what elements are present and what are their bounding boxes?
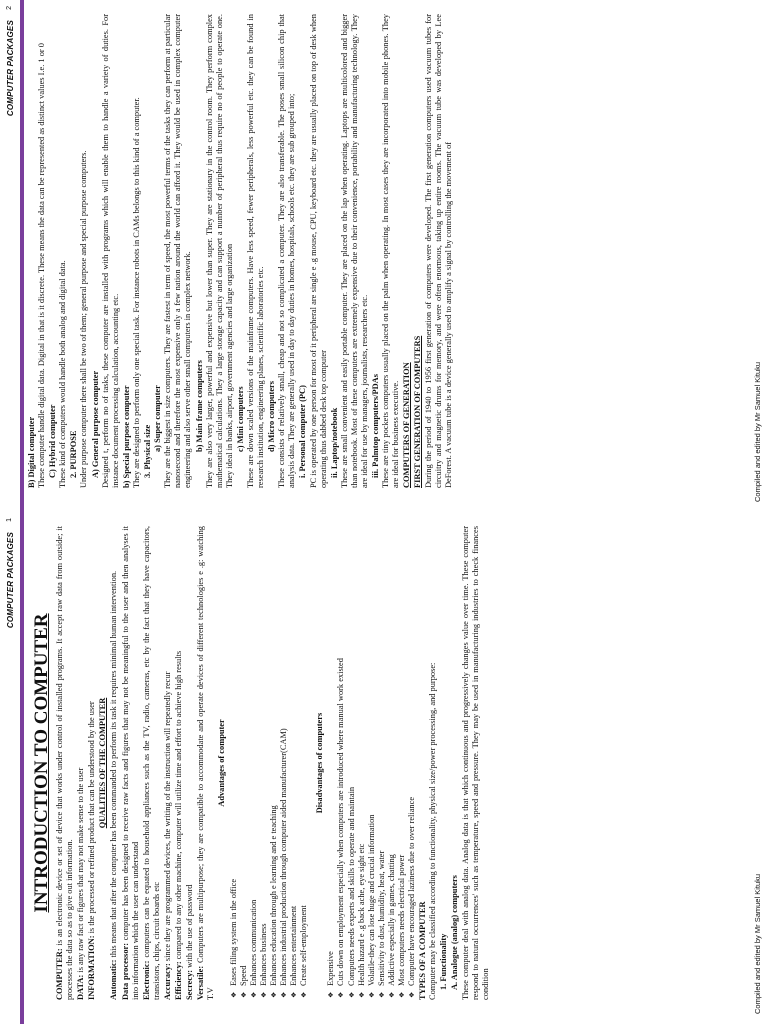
section-heading: 2. PURPOSE: [69, 430, 79, 478]
section-heading: iii. Palmtop computers/PDAs: [371, 374, 381, 478]
list-item: ❖ Volatile-they can lose huge and crucial information: [367, 526, 377, 986]
definitions-item: [55, 526, 75, 1000]
qualities-text: this means that after the computer has been commanded to perform its task it requires minimal human intervention.: [109, 570, 119, 960]
paragraph: During the period of 1940 to 1956 first generation of computers were developed. The first generation computers used vacuum tubes for circuitry and magnetic drums for memory, and were often enormous, taking up entire rooms. The vacuum tube was developed by Lee DeForest. A vacuum tube is a device generally used to amplify a signal by controlling the movement of: [423, 14, 453, 488]
qualities-list: [109, 526, 216, 1000]
advantages-heading: Advantages of computer: [217, 719, 227, 807]
section-heading: i. Personal computer (PC): [298, 385, 308, 478]
list-item: ❖ Enhances industrial production through computer aided manufacturer(CAM): [279, 526, 289, 986]
qualities-item: [142, 526, 162, 1000]
qualities-item: [121, 526, 141, 1000]
qualities-item: [174, 526, 184, 1000]
header-rule: [20, 0, 24, 512]
paragraph: These are small convenient and easily portable computer. They are placed on the lap when operating. Laptops are multicolored and bigger than notebook. Most of these computers are extremely expensive due to their convenience, portability and manufacturing technology. They are ideal for use by managers, journalists, researchers etc.: [339, 14, 369, 488]
paragraph: These consists of relatively small, cheap and not so complicated a computer. They are also transferable. The poses small silicon chip that analysis data. They are generally used in day to day duties in homes, hospitals, schools etc. they are sub grouped into;: [277, 14, 297, 488]
definitions-term: DATA:: [76, 974, 86, 1000]
qualities-item: [163, 526, 173, 1000]
section-heading: FIRST GENERATION OF COMPUTERS: [413, 335, 423, 488]
qualities-text: computer has been designed to receive raw facts and figures that may not be meaningful to the user and then analyses it into information which the user can understand: [120, 526, 140, 1000]
definitions: [55, 526, 97, 1000]
paragraph: PC is operated by one person for most of it peripheral are single e .g mouse, CPU, keyboard etc. they are usually placed on top of desk when operating thus dabbed desk top computer: [308, 14, 328, 488]
qualities-term: Data processor:: [120, 942, 130, 1000]
definitions-term: INFORMATION:: [87, 935, 97, 1000]
qualities-term: Versatile:: [196, 965, 206, 1000]
functionality-heading: 1. Functionality: [439, 933, 449, 990]
page-number: 2: [6, 6, 13, 10]
qualities-item: [196, 526, 216, 1000]
list-item: ❖ Enhances business: [259, 526, 269, 986]
definitions-text: is any raw fact or figures that may not make sense to the user: [76, 767, 86, 975]
page-header: COMPUTER PACKAGES: [6, 532, 15, 629]
paragraph: Designed t, perform no of tasks, these computer are installed with programs which will enable them to handle a variety of duties. For instance document processing calculation, accounting etc.: [100, 14, 120, 488]
qualities-heading: QUALITIES OF THE COMPUTER: [98, 697, 108, 829]
list-item: ❖ Speed: [239, 526, 249, 986]
list-item: ❖ Addictive especially in games, chatting: [387, 526, 397, 986]
advantages-list: [229, 526, 310, 1000]
disadvantages-list: [326, 526, 417, 1000]
list-item: ❖ Computer have encouraged laziness due to over reliance: [407, 526, 417, 986]
qualities-term: Accuracy:: [162, 963, 172, 1000]
qualities-term: Automatic:: [109, 959, 119, 1000]
section-heading: 3. Physical size: [143, 424, 153, 478]
paragraph: These are down scaled versions of the mainframe computers. Have less speed, fewer peripherals, less powerful etc. they can be found in research institution, engineering planes, scientific laboratories etc.: [245, 14, 266, 488]
paragraph: Under purpose computer there shall be two of them; general purpose and special purpose computers.: [79, 150, 89, 488]
qualities-text: since they are programmed devices, the writing of the instruction will repeatedly recur: [162, 671, 172, 964]
section-heading: A) General purpose computer: [90, 370, 100, 478]
paragraph: They are also very larger, powerful and expensive but lower than super. They are stationary in the control room. They perform complex mathematical calculations. They a large storage capacity and can support a number of peripheral thus require no of people to operate one. They ideal in banks, airport, government agencies and large organization: [204, 14, 234, 488]
page-footer: Compiled and edited by Mr Samuel Kituku: [753, 873, 762, 1014]
definitions-item: [76, 526, 86, 1000]
section-heading: a) Super computer: [153, 385, 163, 452]
paragraph: They are designed to perform only one special task. For instance robots in CAMs belongs to this kind of a computer.: [131, 97, 141, 488]
page-1-content: [26, 526, 746, 1000]
page-2-content: [26, 14, 746, 488]
section-heading: c) Mini computers: [235, 386, 245, 452]
section-heading: B) Digital computer: [27, 416, 36, 488]
list-item: ❖ Create self-employment: [299, 526, 309, 986]
types-intro: Computer may be classified according to functionality, physical size/power processing, and purpose:: [428, 662, 438, 1000]
qualities-item: [109, 526, 119, 1000]
qualities-text: computers can be equated to household appliances such as the TV, radio, cameras, etc by the fact that they have capacitors, transistors, chips, circuit boards etc: [141, 526, 161, 1000]
definitions-term: COMPUTER:: [55, 948, 64, 1000]
qualities-term: Secrecy:: [185, 969, 195, 1000]
list-item: ❖ Most computers needs electrical power: [397, 526, 407, 986]
analogue-heading: A. Analogue (analog) computers: [450, 875, 460, 990]
list-item: ❖ Cuts down on employment especially when computers are introduced where manual work existed: [336, 526, 346, 986]
section-heading: ii. Laptop/notebook: [329, 407, 339, 478]
paragraph: These are tiny pockets computers usually placed on the palm when operating. In most cases they are incorporated into mobile phones. They are ideal for business executive.: [381, 14, 401, 488]
analogue-text: These computer deal with analog data. Analog data is that which continuous and progressively changes value over time. These computer respond to natural occurrences' such as temperature, speed and pressure. They may be used in manufacturing industries to check finances condition: [460, 526, 490, 1000]
list-item: ❖ Enhances communication: [249, 526, 259, 986]
qualities-term: Efficiency:: [174, 961, 184, 1000]
qualities-term: Electronic:: [141, 960, 151, 1000]
paragraph: They are the biggest in size computers. They are fastest in term of speed, the most powerful terms of the tasks they can perform at particular nanosecond and therefore the most expensive only a few nation around the world can afford it. They would be used in complex computer engineering and also serve other small computers in complex network.: [163, 14, 193, 488]
types-heading: TYPES OF A COMPUTER: [418, 901, 428, 1000]
list-item: ❖ Eases filing system in the office: [229, 526, 239, 986]
section-heading: COMPUTERS OF GENERATION: [402, 362, 412, 488]
qualities-text: Computers are multipurpose; they are compatible to accommodate and operate devices of different technologies e .g: watching T.V: [196, 526, 216, 1000]
list-item: ❖ Computers needs experts and skills to operate and maintain: [347, 526, 357, 986]
section-heading: b) Main frame computers: [194, 360, 204, 452]
page-footer: Compiled and edited by Mr Samuel Kituku: [753, 361, 762, 502]
qualities-text: with the use of password: [185, 884, 195, 970]
definitions-text: is the processed or refined product that can be understood by the user: [87, 701, 97, 936]
paragraph: These computer handle digital data. Digital in that is it discrete. These means the data can be represented as distinct values I.e. 1 or 0: [37, 43, 47, 488]
list-item: ❖ Expensive: [326, 526, 336, 986]
page-1: [0, 512, 768, 1024]
definitions-text: is an electronic device or set of device that works under control of installed programs. It accept raw data from outside; it processes the data so as to give out information.: [55, 526, 75, 1000]
section-heading: C) Hybrid computer: [48, 404, 58, 478]
list-item: ❖ Health hazard e .g back ache, eye sight etc: [357, 526, 367, 986]
document-title: INTRODUCTION TO COMPUTER: [31, 613, 52, 913]
disadvantages-heading: Disadvantages of computers: [315, 712, 325, 814]
page-header: COMPUTER PACKAGES: [6, 20, 15, 117]
definitions-item: [87, 526, 97, 1000]
list-item: ❖ Enhances education through e learning and e teaching: [269, 526, 279, 986]
qualities-text: compared to any other machine, computer will utilize time and effort to achieve high results: [174, 650, 184, 962]
list-item: ❖ Enhances entertainment: [289, 526, 299, 986]
list-item: ❖ Sensitivity to dust, humidity, heat, water: [377, 526, 387, 986]
section-heading: d) Micro computers: [267, 380, 277, 452]
paragraph: These kind of computers would handle both analog and digital data.: [58, 260, 68, 488]
header-rule: [20, 512, 24, 1024]
section-heading: b) Special purpose computer: [121, 385, 131, 488]
qualities-item: [185, 526, 195, 1000]
page-number: 1: [6, 518, 13, 522]
